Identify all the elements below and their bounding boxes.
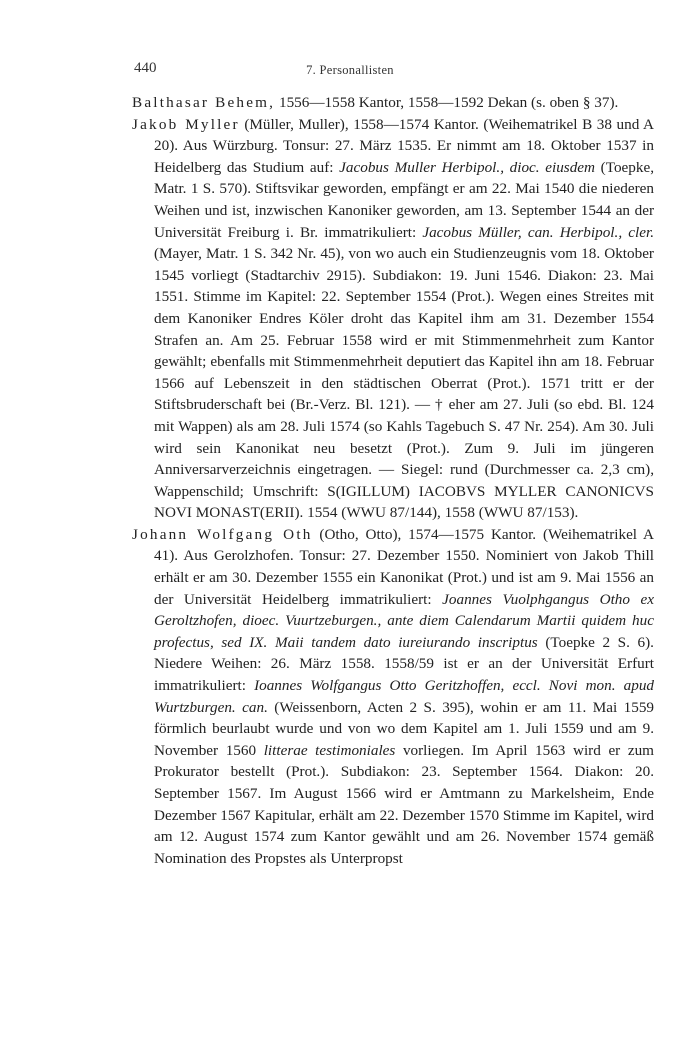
entry-quote: litterae testimoniales (263, 741, 396, 759)
page-number: 440 (134, 60, 157, 76)
entry-jakob-myller (132, 114, 654, 524)
entry-text: 1556—1558 Kantor, 1558—1592 Dekan (s. oben § 37). (275, 94, 619, 111)
entry-name: Balthasar Behem, (132, 94, 276, 111)
entry-text: vorliegen. Im April 1563 wird er zum Prokurator bestellt (Prot.). Subdiakon: 23. September 1564. Diakon: 20. September 1567. Im August 1566 wird er Amtmann zu Markelsheim, Ende Dezember 1567 Kapitular, erhält am 22. Dezember 1570 Stimme im Kapitel, wird am 12. August 1574 zum Kantor gewählt und am 26. November 1574 gemäß Nomination des Propstes als Unterpropst (154, 741, 654, 867)
entry-text: (Toepke, Matr. 1 S. 570). Stiftsvikar geworden, empfängt er am 22. Mai 1540 die niederen Weihen und ist, inzwischen Kanoniker geworden, am 13. September 1544 an der Universität Freiburg i. Br. immatrikuliert: (154, 158, 655, 241)
entry-johann-wolfgang-oth (132, 524, 654, 870)
entry-text: (Mayer, Matr. 1 S. 342 Nr. 45), von wo auch ein Studienzeugnis vom 18. Oktober 1545 vorliegt (Stadtarchiv 2915). Subdiakon: 19. Juni 1546. Diakon: 23. Mai 1551. Stimme im Kapitel: 22. September 1554 (Prot.). Wegen eines Streites mit dem Kanoniker Endres Köler droht das Kapitel ihm am 31. Dezember 1554 Strafen an. Am 25. Februar 1558 wird er mit Stimmenmehrheit zum Kantor gewählt; ebenfalls mit Stimmenmehrheit deputiert das Kapitel ihn am 18. Februar 1566 auf Lebenszeit in den städtischen Oberrat (Prot.). 1571 tritt er der Stiftsbruderschaft bei (Br.-Verz. Bl. 121). — † eher am 27. Juli (so ebd. Bl. 124 mit Wappen) als am 28. Juli 1574 (so Kahls Tagebuch S. 47 Nr. 254). Am 30. Juli wird sein Kanonikat neu besetzt (Prot.). Zum 9. Juli im jüngeren Anniversarverzeichnis eingetragen. — Siegel: rund (Durchmesser ca. 2,3 cm), Wappenschild; Umschrift: S(IGILLUM) IACOBVS MYLLER CANONICVS NOVI MONAST(ERII). 1554 (WWU 87/144), 1558 (WWU 87/153). (154, 245, 654, 522)
page-body (132, 92, 654, 869)
entry-text: (Otho, Otto), 1574—1575 Kantor. (Weihematrikel A 41). Aus Gerolzhofen. Tonsur: 27. Dezember 1550. Nominiert von Jakob Thill erhält er am 30. Dezember 1555 ein Kanonikat (Prot.) und ist am 9. Mai 1556 an der Universität Heidelberg immatrikuliert: (154, 525, 655, 608)
entry-text: (Müller, Muller), 1558—1574 Kantor. (Weihematrikel B 38 und A 20). Aus Würzburg. Tonsur: 27. März 1535. Er nimmt am 18. Oktober 1537 in Heidelberg das Studium auf: (154, 115, 654, 176)
entry-quote: Jacobus Muller Herbipol., dioc. eiusdem (339, 158, 596, 176)
entry-text: (Weissenborn, Acten 2 S. 395), wohin er am 11. Mai 1559 förmlich beurlaubt wurde und von wo dem Kapitel am 1. Juli 1559 und am 9. November 1560 (154, 698, 655, 759)
entry-text: (Toepke 2 S. 6). Niedere Weihen: 26. März 1558. 1558/59 ist er an der Universität Erfurt immatrikuliert: (154, 633, 654, 695)
entry-quote: Ioannes Wolfgangus Otto Geritzhoffen, eccl. Novi mon. apud Wurtzburgen. can. (154, 677, 655, 716)
running-title: 7. Personallisten (306, 63, 394, 77)
entry-name: Johann Wolfgang Oth (132, 525, 313, 543)
entry-quote: Joannes Vuolphgangus Otho ex Geroltzhofen, dioec. Vuurtzeburgen., ante diem Calendarum Martii quidem huc profectus, sed IX. Maii tandem dato iureiurando inscriptus (154, 590, 654, 651)
entry-balthasar-behem (132, 92, 654, 114)
entry-quote: Jacobus Müller, can. Herbipol., cler. (422, 223, 654, 241)
entry-name: Jakob Myller (132, 115, 240, 133)
